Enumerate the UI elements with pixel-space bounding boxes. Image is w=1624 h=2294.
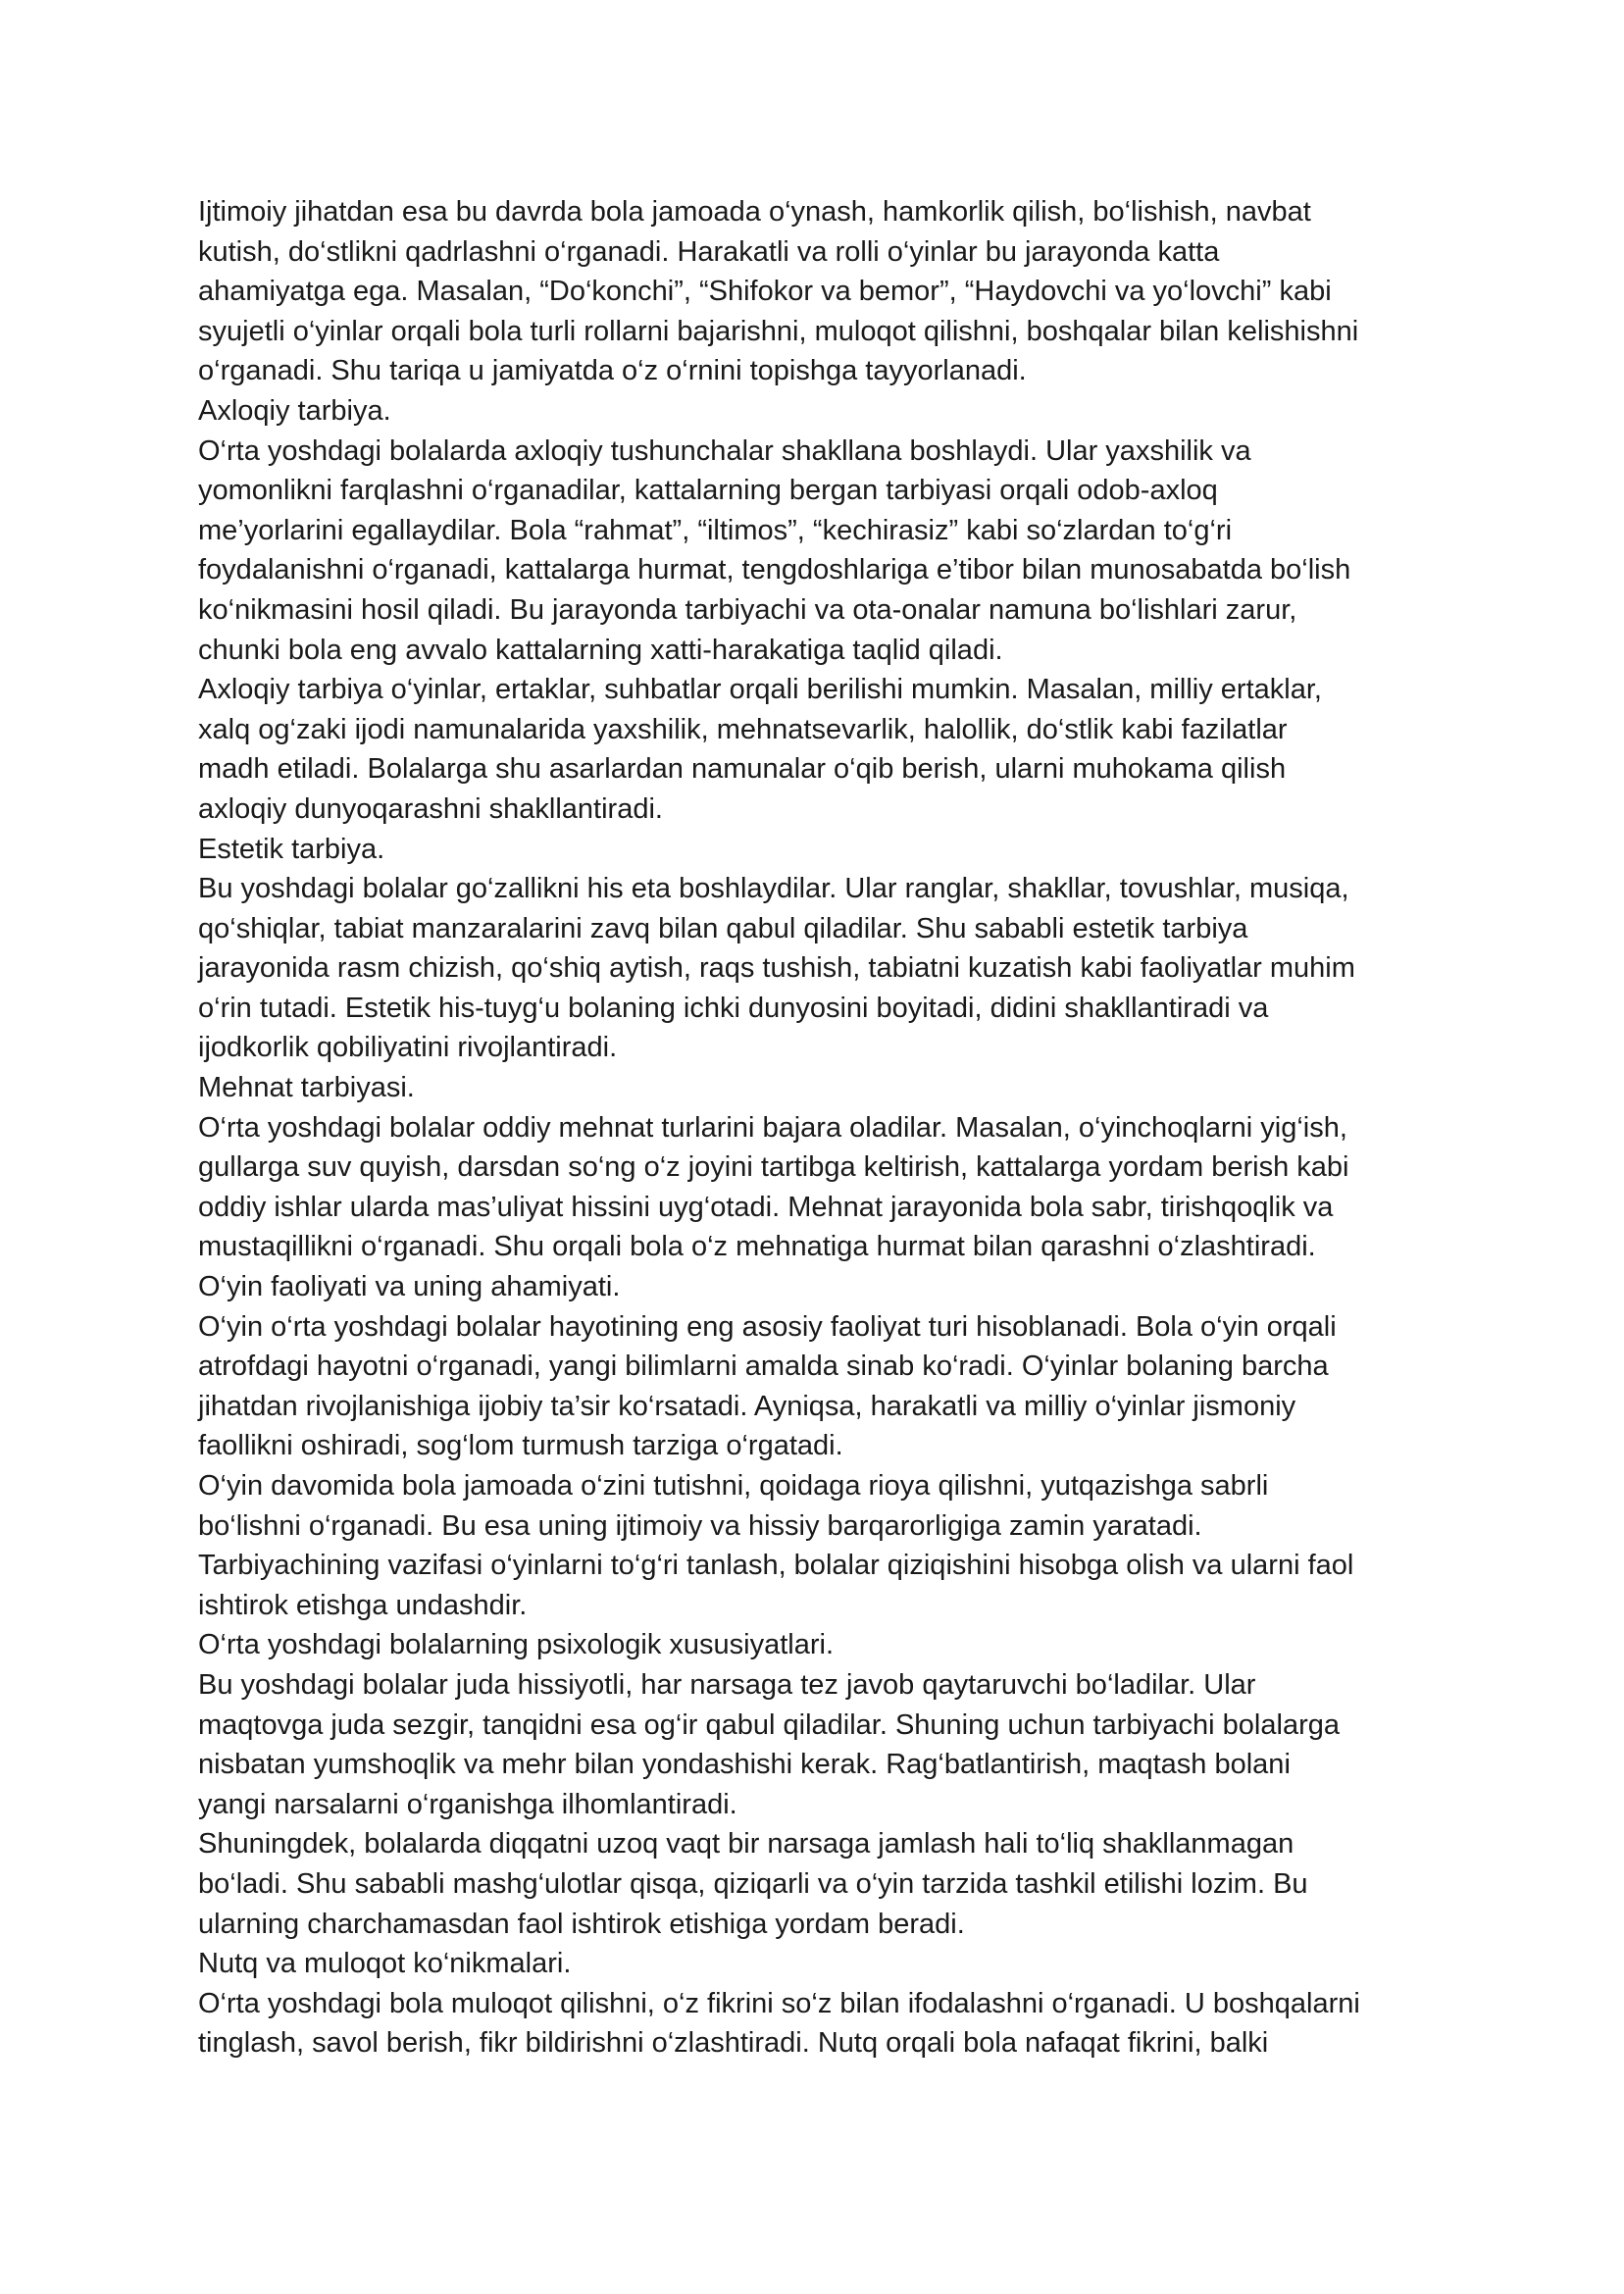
text-line: Tarbiyachining vazifasi o‘yinlarni to‘g‘ri tanlash, bolalar qiziqishini hisobga olish va ularni faol [198, 1550, 1354, 1582]
text-line: O‘yin o‘rta yoshdagi bolalar hayotining eng asosiy faoliyat turi hisoblanadi. Bola o‘yin orqali [198, 1310, 1337, 1343]
heading-text: Estetik tarbiya. [198, 833, 385, 865]
text-line: yangi narsalarni o‘rganishga ilhomlantiradi. [198, 1788, 737, 1820]
heading-text: Nutq va muloqot ko‘nikmalari. [198, 1948, 572, 1980]
paragraph [198, 869, 1463, 1068]
text-line: o‘rganadi. Shu tariqa u jamiyatda o‘z o‘rnini topishga tayyorlanadi. [198, 355, 1027, 387]
text-line: qo‘shiqlar, tabiat manzaralarini zavq bilan qabul qiladilar. Shu sababli estetik tarbiya [198, 912, 1248, 944]
paragraph [198, 1108, 1463, 1267]
section-heading [198, 1625, 1463, 1665]
text-line: Axloqiy tarbiya o‘yinlar, ertaklar, suhbatlar orqali berilishi mumkin. Masalan, milliy ertaklar, [198, 674, 1322, 706]
section-heading [198, 391, 1463, 432]
text-line: foydalanishni o‘rganadi, kattalarga hurmat, tengdoshlariga e’tibor bilan munosabatda bo‘lish [198, 554, 1351, 586]
text-line: xalq og‘zaki ijodi namunalarida yaxshilik, mehnatsevarlik, halollik, do‘stlik kabi fazilatlar [198, 713, 1288, 745]
paragraph [198, 1984, 1463, 2064]
text-line: kutish, do‘stlikni qadrlashni o‘rganadi. Harakatli va rolli o‘yinlar bu jarayonda katta [198, 235, 1220, 268]
text-line: O‘rta yoshdagi bola muloqot qilishni, o‘z fikrini so‘z bilan ifodalashni o‘rganadi. U boshqalarni [198, 1987, 1360, 2019]
text-line: syujetli o‘yinlar orqali bola turli rollarni bajarishni, muloqot qilishni, boshqalar bilan kelishishni [198, 315, 1359, 347]
text-line: faollikni oshiradi, sog‘lom turmush tarziga o‘rgatadi. [198, 1430, 843, 1462]
text-line: atrofdagi hayotni o‘rganadi, yangi bilimlarni amalda sinab ko‘radi. O‘yinlar bolaning barcha [198, 1351, 1329, 1383]
text-line: Shuningdek, bolalarda diqqatni uzoq vaqt bir narsaga jamlash hali to‘liq shakllanmagan [198, 1828, 1294, 1861]
text-line: ijodkorlik qobiliyatini rivojlantiradi. [198, 1032, 618, 1064]
text-line: ko‘nikmasini hosil qiladi. Bu jarayonda tarbiyachi va ota-onalar namuna bo‘lishlari zarur, [198, 593, 1297, 626]
paragraph [198, 192, 1463, 391]
text-line: O‘rta yoshdagi bolalarda axloqiy tushunchalar shakllana boshlaydi. Ular yaxshilik va [198, 434, 1251, 467]
text-line: oddiy ishlar ularda mas’uliyat hissini uyg‘otadi. Mehnat jarayonida bola sabr, tirishqoqlik va [198, 1191, 1334, 1223]
paragraph [198, 1307, 1463, 1466]
text-line: axloqiy dunyoqarashni shakllantiradi. [198, 792, 663, 825]
text-line: Bu yoshdagi bolalar go‘zallikni his eta boshlaydilar. Ular ranglar, shakllar, tovushlar, musiqa, [198, 873, 1349, 905]
text-line: O‘rta yoshdagi bolalar oddiy mehnat turlarini bajara oladilar. Masalan, o‘yinchoqlarni yig‘ish, [198, 1111, 1347, 1144]
paragraph [198, 1665, 1463, 1824]
text-line: me’yorlarini egallaydilar. Bola “rahmat”, “iltimos”, “kechirasiz” kabi so‘zlardan to‘g‘ri [198, 514, 1233, 546]
text-line: gullarga suv quyish, darsdan so‘ng o‘z joyini tartibga keltirish, kattalarga yordam berish kabi [198, 1151, 1349, 1184]
paragraph [198, 432, 1463, 671]
text-line: maqtovga juda sezgir, tanqidni esa og‘ir qabul qiladilar. Shuning uchun tarbiyachi bolalarga [198, 1708, 1340, 1741]
document-page [198, 192, 1463, 2064]
heading-text: O‘yin faoliyati va uning ahamiyati. [198, 1271, 621, 1303]
section-heading [198, 1068, 1463, 1108]
text-line: ularning charchamasdan faol ishtirok etishiga yordam beradi. [198, 1908, 965, 1940]
text-line: bo‘ladi. Shu sababli mashg‘ulotlar qisqa, qiziqarli va o‘yin tarzida tashkil etilishi lozim. Bu [198, 1867, 1308, 1900]
text-line: Ijtimoiy jihatdan esa bu davrda bola jamoada o‘ynash, hamkorlik qilish, bo‘lishish, navbat [198, 196, 1311, 228]
section-heading [198, 1944, 1463, 1984]
text-line: o‘rin tutadi. Estetik his-tuyg‘u bolaning ichki dunyosini boyitadi, didini shakllantiradi va [198, 992, 1269, 1024]
paragraph [198, 1824, 1463, 1944]
text-line: O‘yin davomida bola jamoada o‘zini tutishni, qoidaga rioya qilishni, yutqazishga sabrli [198, 1470, 1269, 1502]
heading-text: O‘rta yoshdagi bolalarning psixologik xususiyatlari. [198, 1629, 834, 1661]
text-line: tinglash, savol berish, fikr bildirishni o‘zlashtiradi. Nutq orqali bola nafaqat fikrini, balki [198, 2027, 1269, 2060]
text-line: mustaqillikni o‘rganadi. Shu orqali bola o‘z mehnatiga hurmat bilan qarashni o‘zlashtiradi. [198, 1231, 1316, 1263]
text-line: chunki bola eng avvalo kattalarning xatti-harakatiga taqlid qiladi. [198, 634, 1003, 666]
heading-text: Axloqiy tarbiya. [198, 394, 391, 427]
paragraph [198, 1466, 1463, 1625]
text-line: jihatdan rivojlanishiga ijobiy ta’sir ko‘rsatadi. Ayniqsa, harakatli va milliy o‘yinlar jismoniy [198, 1390, 1296, 1422]
text-line: yomonlikni farqlashni o‘rganadilar, kattalarning bergan tarbiyasi orqali odob-axloq [198, 475, 1218, 507]
text-line: nisbatan yumshoqlik va mehr bilan yondashishi kerak. Rag‘batlantirish, maqtash bolani [198, 1749, 1291, 1781]
section-heading [198, 1267, 1463, 1307]
text-line: ishtirok etishga undashdir. [198, 1589, 528, 1621]
paragraph [198, 670, 1463, 829]
text-line: bo‘lishni o‘rganadi. Bu esa uning ijtimoiy va hissiy barqarorligiga zamin yaratadi. [198, 1509, 1202, 1542]
text-line: ahamiyatga ega. Masalan, “Do‘konchi”, “Shifokor va bemor”, “Haydovchi va yo‘lovchi” kabi [198, 276, 1332, 308]
heading-text: Mehnat tarbiyasi. [198, 1072, 415, 1104]
text-line: madh etiladi. Bolalarga shu asarlardan namunalar o‘qib berish, ularni muhokama qilish [198, 753, 1287, 786]
text-line: Bu yoshdagi bolalar juda hissiyotli, har narsaga tez javob qaytaruvchi bo‘ladilar. Ular [198, 1668, 1256, 1701]
text-line: jarayonida rasm chizish, qo‘shiq aytish, raqs tushish, tabiatni kuzatish kabi faoliyatlar muhim [198, 952, 1355, 985]
section-heading [198, 830, 1463, 870]
